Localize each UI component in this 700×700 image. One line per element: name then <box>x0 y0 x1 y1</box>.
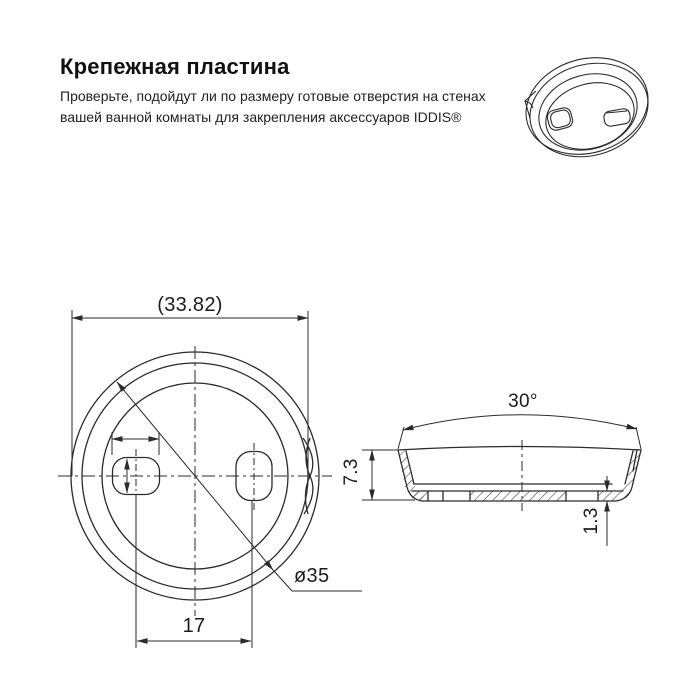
3d-slot-left <box>546 106 574 131</box>
section-hatching <box>398 450 641 501</box>
front-view-drawing <box>58 310 362 648</box>
page-title: Крепежная пластина <box>60 54 290 79</box>
dim-overall-width-label: (33.82) <box>157 294 223 316</box>
dim-diameter-label: ø35 <box>294 565 330 587</box>
dim-angle-lines <box>398 415 641 449</box>
product-3d-illustration <box>514 44 659 171</box>
3d-plate-face <box>538 73 642 159</box>
dim-angle-label: 30° <box>508 391 538 412</box>
dim-thickness-label: 1.3 <box>581 507 602 535</box>
3d-slot-right <box>603 108 631 127</box>
dim-hole-spacing-label: 17 <box>182 615 206 637</box>
page-description: Проверьте, подойдут ли по размеру готовые отверстия на стенах вашей ванной комнаты для закрепления аксессуаров IDDIS® <box>60 88 486 125</box>
front-view-centerlines <box>58 346 332 616</box>
dim-height-label: 7.3 <box>341 458 362 486</box>
